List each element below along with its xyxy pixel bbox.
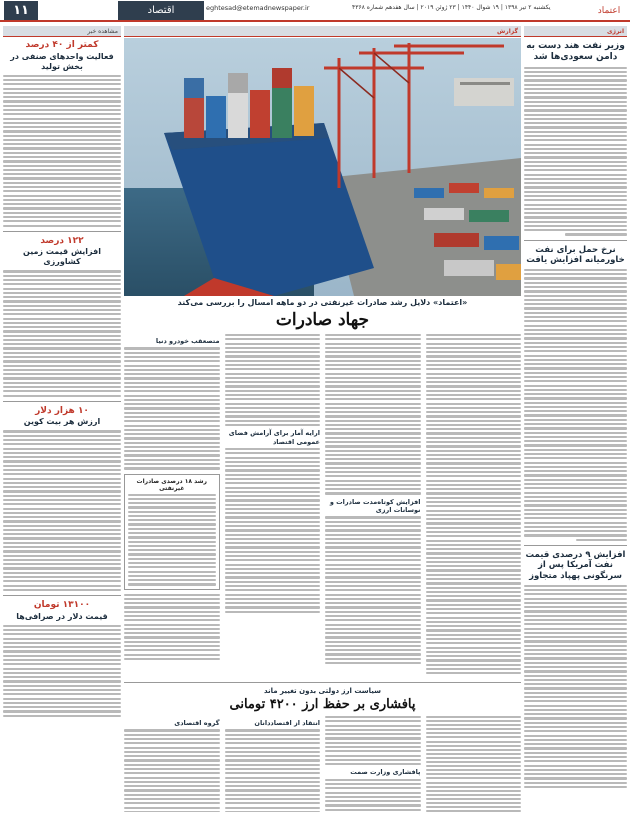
section-email: eghtesad@etemadnewspaper.ir [206, 4, 310, 12]
story-column [124, 716, 220, 812]
story-body [524, 585, 627, 788]
divider [524, 545, 627, 546]
main-headline: جهاد صادرات [275, 310, 370, 330]
story-column [426, 334, 522, 674]
story-column [426, 716, 522, 812]
second-story-headline: پافشاری بر حفظ ارز ۴۲۰۰ تومانی [229, 697, 416, 712]
brief-story [3, 37, 121, 227]
story-headline: وزیر نفت هند دست به دامن سعودی‌ها شد [526, 41, 625, 63]
brief-headline: قیمت دلار در صرافی‌ها [16, 611, 108, 621]
story-subhead: ارایه آمار برای آرامش فضای عمومی اقتصاد [228, 429, 320, 446]
story-columns [124, 334, 521, 674]
port-photo [124, 38, 521, 296]
page-header [0, 0, 630, 22]
right-column [524, 26, 627, 816]
newspaper-logo: اعتماد [597, 6, 621, 16]
section-tab: اقتصاد [118, 1, 204, 20]
second-story [124, 678, 521, 816]
story-subhead: افزایش کوتاه‌مدت صادرات و نوسانات ارزی [329, 497, 421, 515]
brief-kicker: ۱۳۱۰۰ تومان [33, 600, 91, 611]
story-column [325, 716, 421, 812]
right-ribbon [524, 26, 627, 37]
story-column [225, 334, 321, 674]
brief-headline: افزایش قیمت زمین کشاورزی [23, 247, 101, 267]
divider [3, 231, 121, 232]
brief-story [3, 600, 121, 717]
page-number: ۱۱ [4, 1, 38, 20]
story-column [325, 334, 421, 674]
container-ship-image [124, 38, 521, 296]
story-subhead: گروه اقتصادی [174, 719, 220, 727]
main-story [124, 26, 521, 816]
divider [3, 401, 121, 402]
story-column [225, 716, 321, 812]
brief-kicker: ۱۰ هزار دلار [35, 405, 89, 416]
brief-story [3, 406, 121, 591]
story-subhead: انتقاد از اقتصاددانان [254, 719, 320, 727]
brief-headline: ارزش هر بیت کوین [23, 417, 101, 427]
second-story-kicker: سیاست ارز دولتی بدون تغییر ماند [263, 687, 382, 695]
brief-kicker: ۱۲۲ درصد [40, 235, 84, 246]
brief-kicker: کمتر از ۴۰ درصد [25, 40, 99, 50]
ribbon-label: مشاهده خبر [87, 28, 118, 35]
story-body [524, 269, 627, 541]
left-ribbon [3, 26, 121, 37]
main-ribbon [124, 26, 521, 37]
brief-story [3, 236, 121, 397]
story-column [124, 334, 220, 674]
dateline: یکشنبه ۲ تیر ۱۳۹۸ | ۱۹ شوال ۱۴۴۰ | ۲۳ ژوئن ۲۰۱۹ | سال هفدهم شماره ۴۳۶۸ [352, 4, 551, 11]
highlight-box [124, 474, 220, 590]
brief-headline: فعالیت واحدهای صنفی در بخش تولید [10, 51, 114, 71]
left-column [3, 26, 121, 816]
story-body [524, 67, 627, 236]
box-title: رشد ۱۸ درصدی صادرات غیرنفتی [136, 477, 207, 492]
story-headline: نرخ حمل برای نفت خاورمیانه افزایش یافت [526, 244, 625, 266]
ribbon-label: گزارش [496, 28, 518, 35]
story-headline: افزایش ۹ درصدی قیمت نفت آمریکا پس از سرنگونی پهپاد متجاوز [525, 549, 626, 582]
ribbon-label-right: انرژی [607, 28, 624, 35]
divider [3, 595, 121, 596]
story-subhead: متصعقب خودرو دنیا [155, 337, 220, 345]
main-kicker: «اعتماد» دلایل رشد صادرات غیرنفتی در دو ماهه امسال را بررسی می‌کند [177, 298, 468, 307]
divider [524, 240, 627, 241]
story-subhead: پافشاری وزارت صمت [350, 768, 421, 777]
divider [124, 682, 521, 683]
